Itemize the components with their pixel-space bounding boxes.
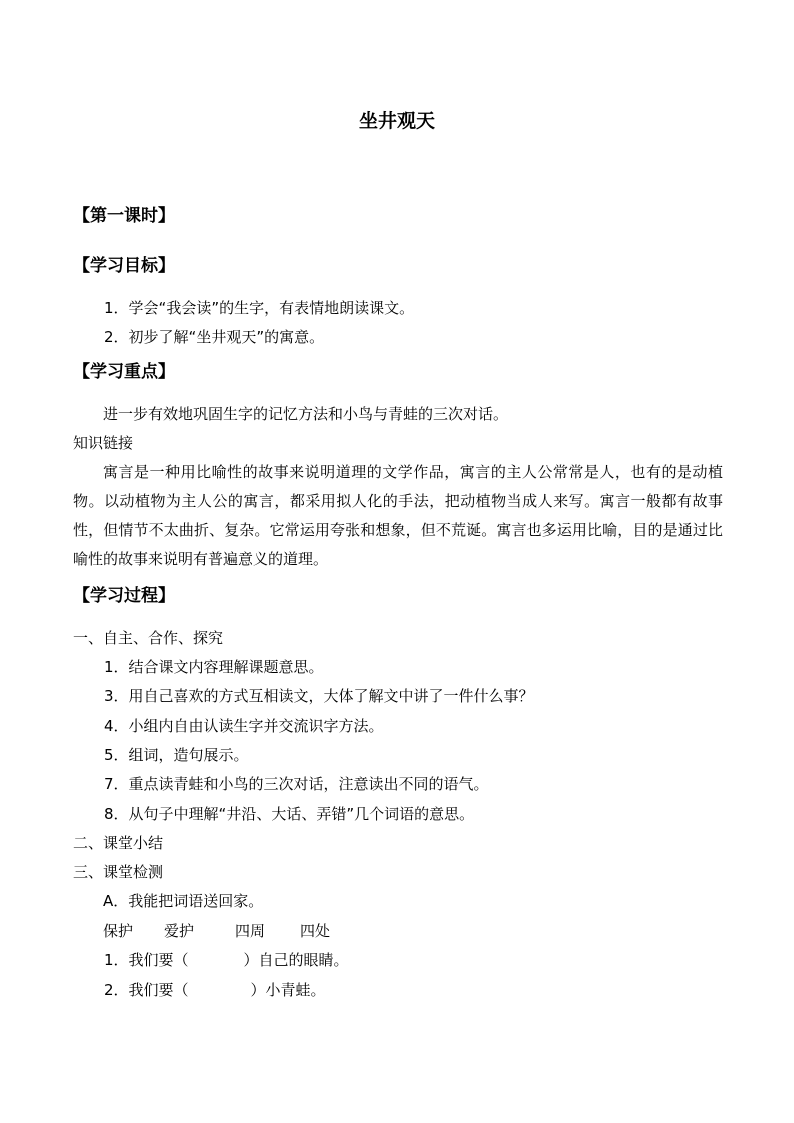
section-heading-2: 二、课堂小结 (73, 834, 164, 852)
process-step: 4．小组内自由认读生字并交流识字方法。 (104, 717, 384, 735)
heading-goals: 【学习目标】 (73, 256, 175, 276)
heading-process: 【学习过程】 (73, 586, 175, 606)
word-option: 四处 (300, 922, 331, 940)
page-title: 坐井观天 (358, 110, 435, 132)
process-step: 3．用自己喜欢的方式互相读文，大体了解文中讲了一件什么事？ (104, 687, 534, 705)
process-step: 8．从句子中理解“井沿、大话、弄错”几个词语的意思。 (104, 805, 475, 823)
knowledge-label: 知识链接 (73, 434, 134, 452)
exercise-a: A．我能把词语送回家。 (103, 892, 264, 910)
section-heading-1: 一、自主、合作、探究 (73, 629, 224, 647)
word-option: 四周 (235, 922, 266, 940)
fill-blank-question-1 (104, 950, 349, 970)
section-heading-3: 三、课堂检测 (73, 863, 164, 881)
heading-lesson: 【第一课时】 (73, 206, 175, 226)
goal-item: 1．学会“我会读”的生字，有表情地朗读课文。 (104, 299, 415, 317)
process-step: 5．组词，造句展示。 (104, 746, 249, 764)
word-option: 爱护 (164, 922, 195, 940)
goal-item: 2．初步了解“坐井观天”的寓意。 (104, 328, 325, 346)
heading-focus: 【学习重点】 (73, 362, 175, 382)
question-suffix: ）自己的眼睛。 (243, 951, 349, 969)
question-suffix: ）小青蛙。 (250, 981, 326, 999)
process-step: 1．结合课文内容理解课题意思。 (104, 658, 324, 676)
process-step: 7．重点读青蛙和小鸟的三次对话，注意读出不同的语气。 (104, 775, 489, 793)
question-prefix: 1．我们要（ (104, 951, 189, 969)
focus-text: 进一步有效地巩固生字的记忆方法和小鸟与青蛙的三次对话。 (103, 405, 509, 423)
question-prefix: 2．我们要（ (104, 981, 189, 999)
word-option: 保护 (103, 922, 134, 940)
knowledge-paragraph: 寓言是一种用比喻性的故事来说明道理的文学作品，寓言的主人公常常是人，也有的是动植物。以动植物为主人公的寓言，都采用拟人化的手法，把动植物当成人来写。寓言一般都有故事性，但情节不太曲折、复杂。它常运用夸张和想象，但不荒诞。寓言也多运用比喻，目的是通过比喻性的故事来说明有普遍意义的道理。 (73, 463, 723, 568)
fill-blank-question-2 (104, 980, 326, 1000)
